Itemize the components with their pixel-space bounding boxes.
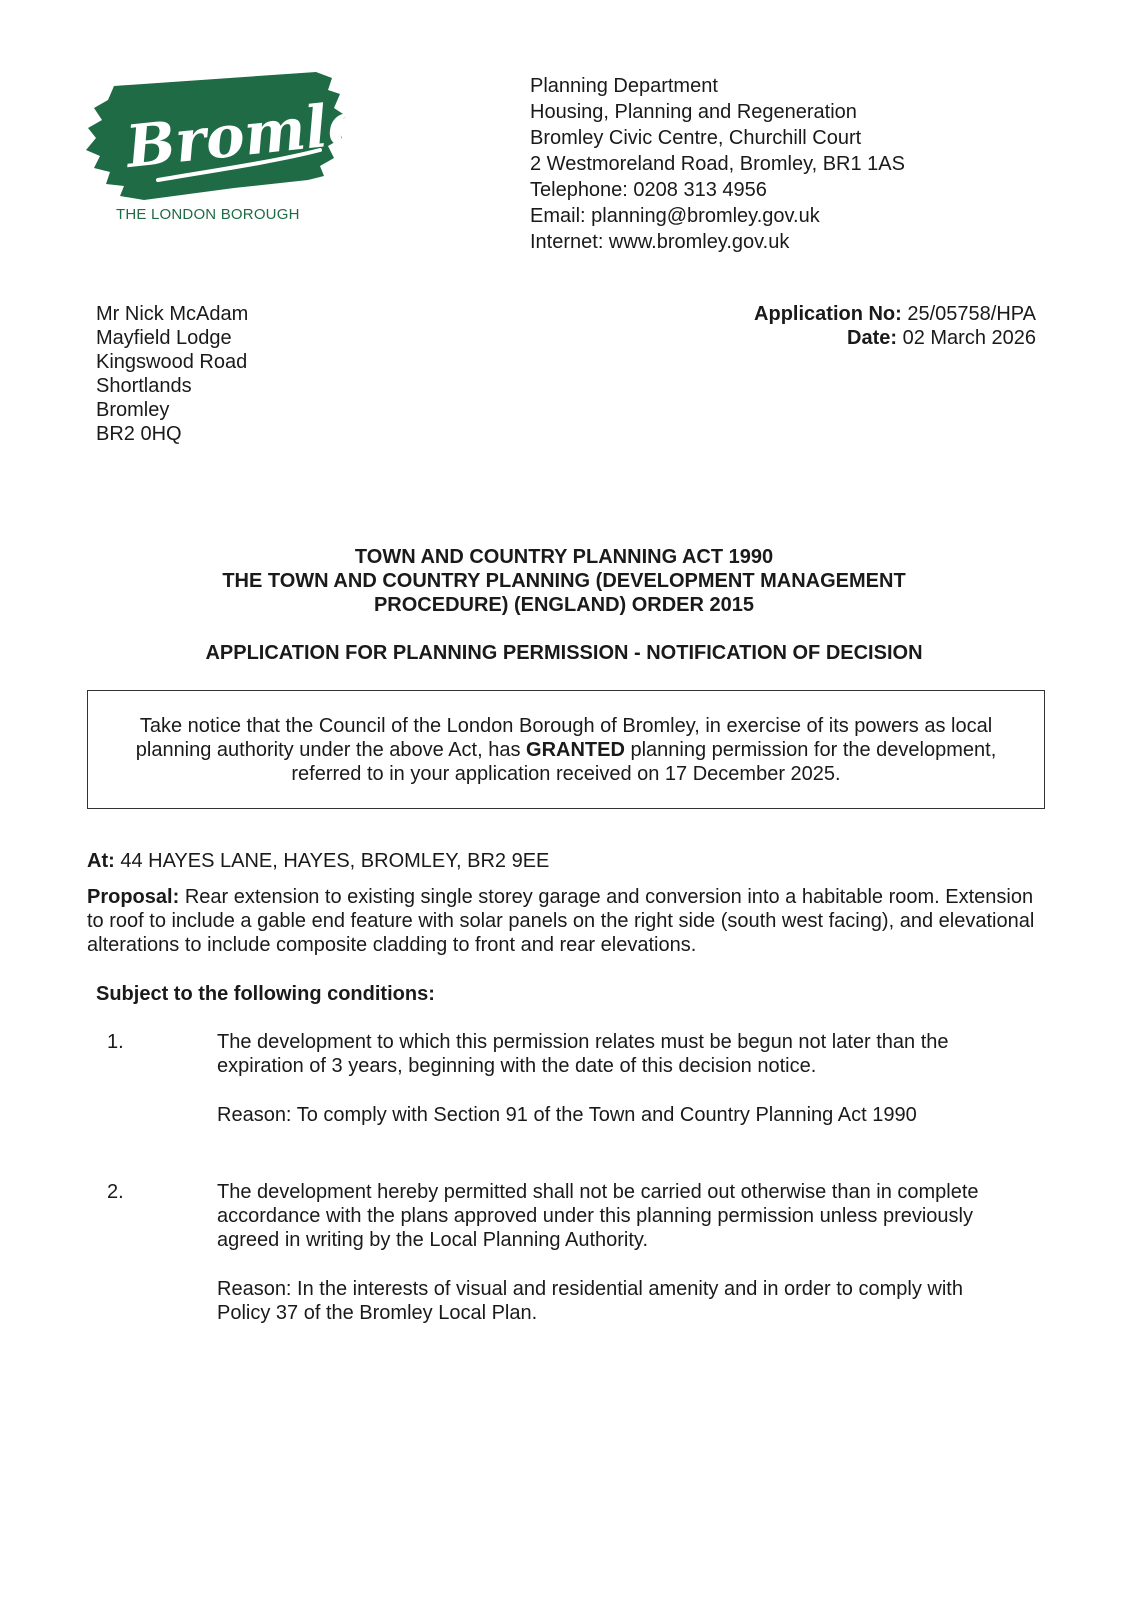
notice-line [88, 738, 1044, 762]
condition-text [217, 1180, 1047, 1252]
application-meta [636, 302, 1036, 350]
conditions-heading: Subject to the following conditions: [96, 983, 435, 1005]
application-number-label: Application No: [754, 303, 902, 325]
logo-brush-mark [84, 68, 401, 203]
site-address [87, 849, 1077, 873]
logo-tagline: THE LONDON BOROUGH [116, 206, 300, 223]
council-address-line: Bromley Civic Centre, Churchill Court [530, 127, 862, 149]
site-label: At: [87, 850, 115, 872]
council-address-line: Housing, Planning and Regeneration [530, 101, 857, 123]
notice-text: planning authority under the above Act, has [135, 739, 527, 761]
proposal-line [87, 885, 1077, 909]
condition-number: 1. [107, 1031, 124, 1053]
condition-line: accordance with the plans approved under this planning permission unless previously [217, 1205, 973, 1227]
proposal-line: alterations to include composite cladding to front and rear elevations. [87, 934, 697, 956]
reason-line: Policy 37 of the Bromley Local Plan. [217, 1302, 538, 1324]
bromley-logo [84, 68, 401, 228]
notice-text: planning permission for the development, [624, 739, 997, 761]
legislation-line: PROCEDURE) (ENGLAND) ORDER 2015 [373, 594, 755, 616]
recipient-address-line: Kingswood Road [96, 351, 248, 373]
condition-line: agreed in writing by the Local Planning Authority. [217, 1229, 649, 1251]
decision-notice-box [87, 690, 1045, 809]
council-address [530, 73, 1090, 255]
reason-line: Reason: To comply with Section 91 of the Town and Country Planning Act 1990 [217, 1104, 917, 1126]
reason-line: Reason: In the interests of visual and residential amenity and in order to comply with [217, 1278, 963, 1300]
council-address-line: Planning Department [530, 75, 718, 97]
recipient-address-line: Bromley [96, 399, 170, 421]
application-date [636, 326, 1036, 350]
condition-line: expiration of 3 years, beginning with the date of this decision notice. [217, 1055, 817, 1077]
council-address-line: 2 Westmoreland Road, Bromley, BR1 1AS [530, 153, 905, 175]
logo-wordmark: Bromley [122, 84, 401, 182]
legislation-line: TOWN AND COUNTRY PLANNING ACT 1990 [354, 546, 774, 568]
site-address-value: 44 HAYES LANE, HAYES, BROMLEY, BR2 9EE [120, 850, 550, 872]
recipient-name: Mr Nick McAdam [96, 303, 249, 325]
condition-line: The development hereby permitted shall not be carried out otherwise than in complete [217, 1181, 979, 1203]
condition-reason [217, 1103, 1047, 1127]
notice-line: Take notice that the Council of the London Borough of Bromley, in exercise of its powers as local [139, 715, 993, 737]
application-number-value: 25/05758/HPA [907, 303, 1036, 325]
proposal-label: Proposal: [87, 886, 180, 908]
recipient-postcode: BR2 0HQ [96, 423, 182, 445]
recipient-address-line: Mayfield Lodge [96, 327, 232, 349]
council-website: Internet: www.bromley.gov.uk [530, 231, 790, 253]
legislation-heading [84, 545, 1044, 617]
application-date-value: 02 March 2026 [902, 327, 1036, 349]
recipient-address-line: Shortlands [96, 375, 192, 397]
condition-number: 2. [107, 1181, 124, 1203]
proposal-line: to roof to include a gable end feature with solar panels on the right side (south west facing), and elevational [87, 910, 1035, 932]
council-telephone: Telephone: 0208 313 4956 [530, 179, 767, 201]
council-email: Email: planning@bromley.gov.uk [530, 205, 820, 227]
application-date-label: Date: [847, 327, 898, 349]
legislation-line: THE TOWN AND COUNTRY PLANNING (DEVELOPMENT MANAGEMENT [222, 570, 906, 592]
condition-line: The development to which this permission relates must be begun not later than the [217, 1031, 949, 1053]
proposal-text: Rear extension to existing single storey garage and conversion into a habitable room. Extension [184, 886, 1034, 908]
decision-status: GRANTED [526, 739, 625, 761]
recipient-address [96, 302, 396, 446]
condition-reason [217, 1277, 1047, 1325]
notice-line: referred to in your application received on 17 December 2025. [291, 763, 841, 785]
condition-text [217, 1030, 1047, 1078]
application-number [636, 302, 1036, 326]
decision-title: APPLICATION FOR PLANNING PERMISSION - NOTIFICATION OF DECISION [205, 642, 923, 664]
proposal [87, 885, 1077, 957]
